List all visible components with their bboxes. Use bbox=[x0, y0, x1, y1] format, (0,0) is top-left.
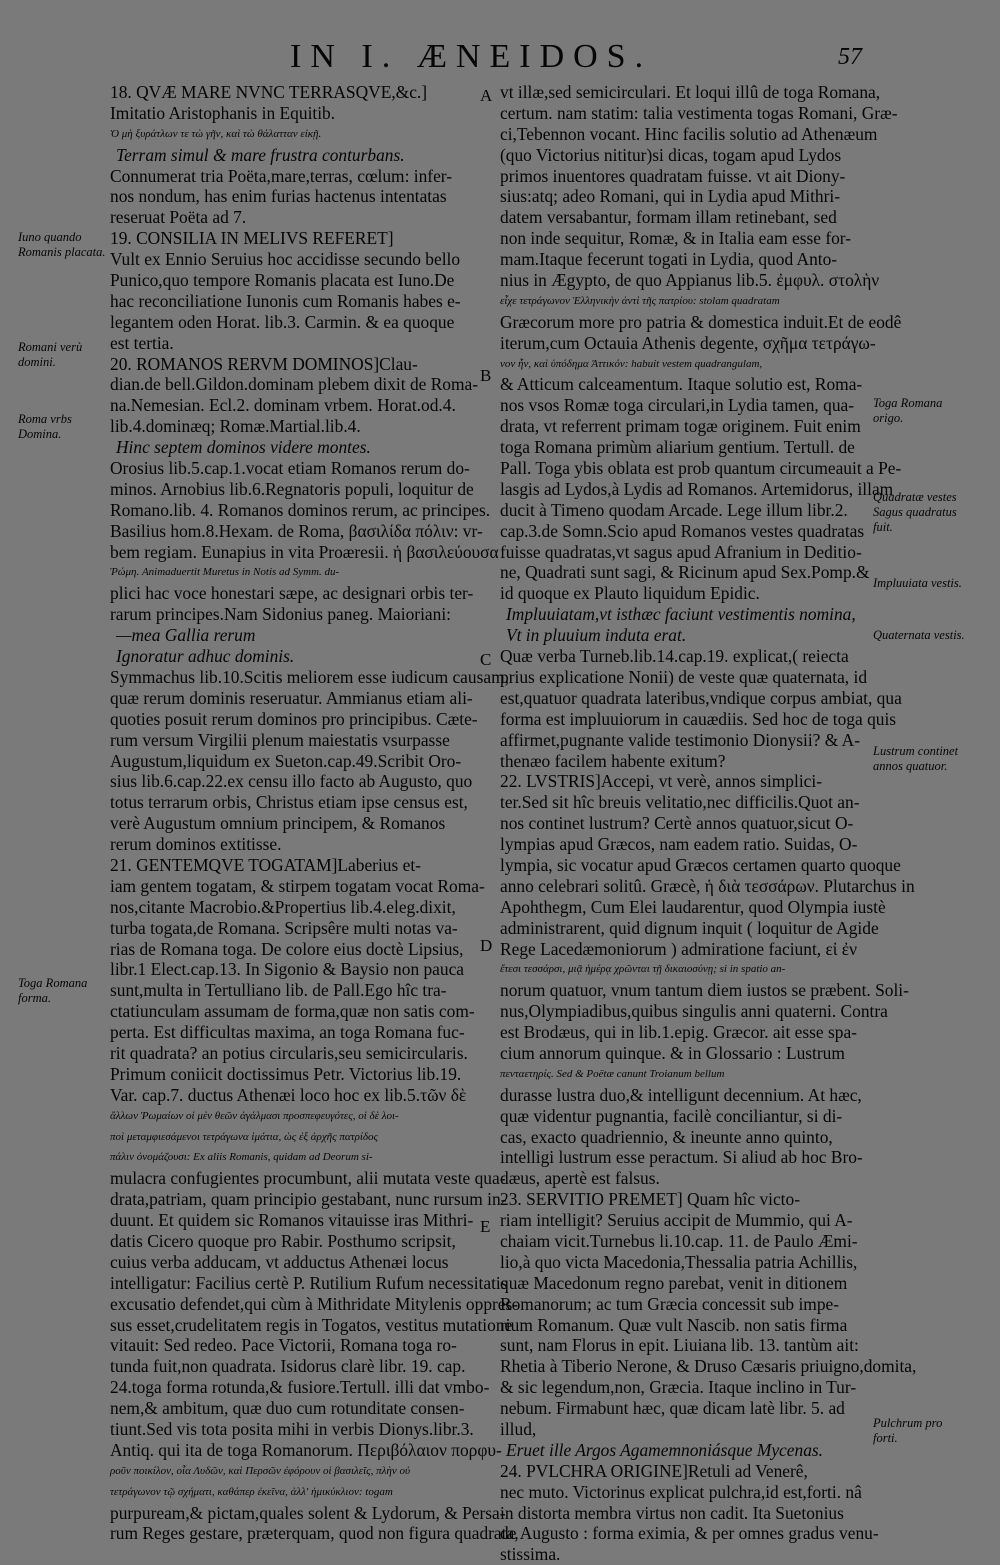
text-line: toga Romana primùm aliarium gentium. Tertull. de bbox=[500, 437, 855, 458]
text-line: dæus, apertè est falsus. bbox=[500, 1168, 660, 1189]
text-line: ἄλλων Ῥωμαίων οἱ μὲν θεῶν ἀγάλμασι προσπεφευγότες, οἱ δὲ λοι- bbox=[110, 1109, 399, 1122]
text-line: cium annorum quinque. & in Glossario : Lustrum bbox=[500, 1042, 845, 1063]
running-head: IN I. ÆNEIDOS. bbox=[290, 38, 653, 75]
text-line: bem regiam. Eunapius in vita Proæresii. ἡ βασιλεύουσα bbox=[110, 541, 499, 562]
text-line: ter.Sed sit hîc breuis velitatio,nec difficilis.Quot an- bbox=[500, 792, 860, 813]
text-line: fuisse quadratas,vt sagus apud Afranium in Deditio- bbox=[500, 541, 862, 562]
text-line: minos. Arnobius lib.6.Regnatoris populi, loquitur de bbox=[110, 478, 474, 499]
text-line: est,quatuor quadrata lateribus,vndique corpus ambiat, qua bbox=[500, 687, 902, 708]
text-line: lasgis ad Lydos,à Lydis ad Romanos. Artemidorus, illam bbox=[500, 478, 894, 499]
text-line: Basilius hom.8.Hexam. de Roma, βασιλίδα πόλιν: vr- bbox=[110, 520, 483, 541]
text-line: non inde sequitur, Romæ, & in Italia eam esse for- bbox=[500, 228, 852, 249]
text-line: quæ rerum dominis reseruatur. Ammianus etiam ali- bbox=[110, 687, 473, 708]
margin-note: Pulchrum pro forti. bbox=[873, 1416, 943, 1445]
text-line: nos vsos Romæ toga circulari,in Lydia tamen, qua- bbox=[500, 395, 855, 416]
text-line: plici hac voce honestari sæpe, ac designari orbis ter- bbox=[110, 583, 474, 604]
margin-note: Roma vrbs Domina. bbox=[18, 412, 72, 441]
text-line: Impluuiatam,vt isthæc faciunt vestimentis nomina, bbox=[506, 604, 856, 625]
page-number: 57 bbox=[838, 44, 862, 70]
text-line: 18. QVÆ MARE NVNC TERRASQVE,&c.] bbox=[110, 82, 428, 102]
text-line: Imitatio Aristophanis in Equitib. bbox=[110, 102, 336, 123]
text-line: est Brodæus, qui in lib.1.epig. Græcor. ait esse spa- bbox=[500, 1022, 857, 1043]
section-marker-b: B bbox=[480, 366, 492, 385]
text-line: riam intelligit? Seruius accipit de Mummio, qui A- bbox=[500, 1210, 853, 1231]
text-line: Eruet ille Argos Agamemnoniásque Mycenas. bbox=[506, 1439, 824, 1460]
text-line: Symmachus lib.10.Scitis meliorem esse iudicum causam, bbox=[110, 666, 509, 687]
text-line: Terram simul & mare frustra conturbans. bbox=[116, 144, 405, 165]
text-line: certum. nam statim: talia vestimenta togas Romani, Græ- bbox=[500, 102, 898, 123]
text-line: tunda fuit,non quadrata. Isidorus clarè libr. 19. cap. bbox=[110, 1356, 466, 1377]
text-line: durasse lustra duo,& intelligunt decennium. At hæc, bbox=[500, 1084, 862, 1105]
text-line: reseruat Poëta ad 7. bbox=[110, 207, 247, 228]
text-line: duunt. Et quidem sic Romanos vitauisse iras Mithri- bbox=[110, 1210, 474, 1231]
text-line: rerum dominos extitisse. bbox=[110, 834, 282, 855]
text-line: in distorta membra virtus non cadit. Ita Suetonius bbox=[500, 1502, 844, 1523]
text-line: affirmet,pugnante valide testimonio Dionysii? & A- bbox=[500, 729, 860, 750]
text-line: drata, vt referrent primam togæ originem. Fuit enim bbox=[500, 416, 861, 437]
text-line: Ῥώμη. Animaduertit Muretus in Notis ad Symm. du- bbox=[110, 566, 340, 579]
text-line: stissima. bbox=[500, 1544, 561, 1565]
text-line: nec muto. Victorinus explicat pulchra,id est,forti. nâ bbox=[500, 1481, 862, 1502]
text-line: perta. Est difficultas maxima, an toga Romana fuc- bbox=[110, 1022, 465, 1043]
text-line: sunt,multa in Tertulliano lib. de Pall.Ego hîc tra- bbox=[110, 980, 447, 1001]
text-line: lio,à quo victa Macedonia,Thessalia patria Achillis, bbox=[500, 1251, 858, 1272]
text-line: Romano.lib. 4. Romanos dominos rerum, ac principes. bbox=[110, 499, 491, 520]
text-line: mam.Itaque fecerunt togati in Lydia, quod Anto- bbox=[500, 249, 838, 270]
text-line: ducit à Timeno quodam Arcade. Lege illum libr.2. bbox=[500, 499, 848, 520]
text-line: 19. CONSILIA IN MELIVS REFERET] bbox=[110, 228, 394, 249]
text-line: & sic legendum,non, Græcia. Itaque inclino in Tur- bbox=[500, 1377, 857, 1398]
text-line: ἔτεσι τεσσάρσι, μιᾷ ἡμέρᾳ χρῶνται τῇ δικαιοσύνῃ; si in spatio an- bbox=[500, 963, 786, 976]
text-line: prius explicatione Nonii) de veste quæ quaternata, id bbox=[500, 666, 868, 687]
text-line: sunt, nam Florus in epit. Liuiana lib. 13. tantùm ait: bbox=[500, 1335, 859, 1356]
text-line: nos continet lustrum? Certè annos quatuor,sicut O- bbox=[500, 813, 854, 834]
text-line: verè Augustum omnium principem, & Romanos bbox=[110, 813, 446, 834]
text-line: legantem oden Horat. lib.3. Carmin. & ea quoque bbox=[110, 311, 455, 332]
text-line: norum quatuor, vnum tantum diem iustos se præbent. Soli- bbox=[500, 980, 909, 1001]
text-line: Var. cap.7. ductus Athenæi loco hoc ex lib.5.τῶν δὲ bbox=[110, 1084, 467, 1105]
text-line: quæ Macedonum regno parebat, venit in ditionem bbox=[500, 1272, 848, 1293]
text-line: anno celebrari solitû. Græcè, ἡ διὰ τεσσάρων. Plutarchus in bbox=[500, 875, 915, 896]
text-line: dian.de bell.Gildon.dominam plebem dixit de Roma- bbox=[110, 374, 479, 395]
text-line: quoties posuit rerum dominos pro principibus. Cæte- bbox=[110, 708, 478, 729]
text-line: Pall. Toga ybis oblata est prob quantum circumeauit a Pe- bbox=[500, 458, 902, 479]
margin-note: Quadratæ vestes Sagus quadratus fuit. bbox=[873, 490, 957, 534]
text-line: rit quadrata? an potius circularis,seu semicircularis. bbox=[110, 1042, 468, 1063]
text-line: sius:atq; adeo Romani, qui in Lydia apud Mithri- bbox=[500, 186, 841, 207]
text-line: chaiam vicit.Turnebus li.10.cap. 11. de Paulo Æmi- bbox=[500, 1230, 858, 1251]
section-marker-a: A bbox=[480, 86, 493, 105]
text-line: Quæ verba Turneb.lib.14.cap.19. explicat,( reiecta bbox=[500, 646, 849, 667]
text-line: hac reconciliatione Iunonis cum Romanis habes e- bbox=[110, 290, 461, 311]
text-line: πάλιν ὀνομάζουσι: Ex aliis Romanis, quidam ad Deorum si- bbox=[110, 1151, 373, 1164]
text-line: nebum. Firmabunt hæc, quæ dicam latè libr. 5. ad bbox=[500, 1398, 845, 1419]
text-line: sus esset,crudelitatem regis in Togatos, vestitus mutatione bbox=[110, 1314, 513, 1335]
text-line: (quo Victorius nititur)si dicas, togam apud Lydos bbox=[500, 144, 842, 165]
margin-note: Iuno quando Romanis placata. bbox=[18, 230, 106, 259]
text-line: turba togata,de Romana. Scripsêre multi notas va- bbox=[110, 917, 458, 938]
text-line: Ὁ μὴ ξυράτλων τε τὼ γῆν, καὶ τὼ θάλατταν εἰκῇ. bbox=[110, 127, 322, 140]
text-line: ci,Tebennon vocant. Hinc facilis solutio ad Athenæum bbox=[500, 123, 878, 144]
section-marker-c: C bbox=[480, 650, 492, 669]
margin-note: Impluuiata vestis. bbox=[873, 576, 962, 590]
text-line: primos inuentores quadratam fuisse. vt ait Diony- bbox=[500, 165, 846, 186]
text-line: rum Reges gestare, præterquam, quod non figura quadrata, bbox=[110, 1523, 519, 1544]
text-line: nus,Olympiadibus,quibus singulis anni quaterni. Contra bbox=[500, 1001, 888, 1022]
text-line: drata,patriam, quam principio gestabant, nunc rursum in- bbox=[110, 1189, 507, 1210]
text-line: ροῦν ποικίλον, οἷα Λυδῶν, καὶ Περσῶν ἐφόρουν οἱ βασιλεῖς, πλὴν οὐ bbox=[110, 1464, 411, 1477]
text-line: illud, bbox=[500, 1419, 537, 1439]
text-line: mulacra confugientes procumbunt, alii mutata veste qua- bbox=[110, 1168, 506, 1189]
text-line: rarum principes.Nam Sidonius paneg. Maioriani: bbox=[110, 604, 451, 625]
text-line: cap.3.de Somn.Scio apud Romanos vestes quadratas bbox=[500, 520, 865, 541]
text-line: intelligi lustrum esse peractum. Si aliud ab hoc Bro- bbox=[500, 1147, 863, 1168]
text-line: Ignoratur adhuc dominis. bbox=[116, 646, 295, 667]
text-line: cuius verba adducam, vt adductus Athenæi locus bbox=[110, 1251, 449, 1272]
text-line: 24.toga forma rotunda,& fusiore.Tertull. illi dat vmbo- bbox=[110, 1377, 490, 1398]
margin-note: Toga Romana forma. bbox=[18, 976, 88, 1005]
text-line: Hinc septem dominos videre montes. bbox=[116, 437, 371, 458]
text-line: Punico,quo tempore Romanis placata est Iuno.De bbox=[110, 270, 455, 291]
text-line: nem,& ambitum, quæ duo cum rotunditate consen- bbox=[110, 1398, 465, 1419]
text-line: —mea Gallia rerum bbox=[116, 625, 256, 646]
text-line: vitauit: Sed redeo. Pace Victorii, Romana toga ro- bbox=[110, 1335, 457, 1356]
text-line: nius in Ægypto, de quo Appianus lib.5. ἐμφυλ. στολὴν bbox=[500, 270, 880, 291]
text-line: na.Nemesian. Ecl.2. dominam vrbem. Horat.od.4. bbox=[110, 395, 456, 416]
text-line: Orosius lib.5.cap.1.vocat etiam Romanos rerum do- bbox=[110, 458, 470, 479]
text-line: vt illæ,sed semicirculari. Et loqui illû de toga Romana, bbox=[500, 82, 881, 102]
text-line: datis Cicero quoque pro Rabir. Posthumo scripsit, bbox=[110, 1230, 456, 1251]
text-line: rium Romanum. Quæ vult Nascib. non satis firma bbox=[500, 1314, 848, 1335]
text-line: intelligatur: Facilius certè P. Rutilium Rufum necessitatis bbox=[110, 1272, 508, 1293]
text-line: purpuream,& pictam,quales solent & Lydorum, & Persa- bbox=[110, 1502, 506, 1523]
text-line: datem versabantur, formam illam retinebant, sed bbox=[500, 207, 837, 228]
text-line: Antiq. qui ita de toga Romanorum. Περιβόλαιον πορφυ- bbox=[110, 1439, 502, 1460]
margin-note: Lustrum continet annos quatuor. bbox=[873, 744, 959, 773]
text-line: lympias apud Græcos, nam eadem ratio. Suidas, O- bbox=[500, 834, 858, 855]
section-marker-e: E bbox=[480, 1217, 491, 1236]
text-line: ctatiunculam assumam de forma,quæ non satis com- bbox=[110, 1001, 475, 1022]
text-line: Connumerat tria Poëta,mare,terras, cœlum: infer- bbox=[110, 165, 453, 186]
text-line: 21. GENTEMQVE TOGATAM]Laberius et- bbox=[110, 854, 421, 875]
text-line: Apohthegm, Cum Elei laudarentur, quod Olympia iustè bbox=[500, 896, 886, 917]
text-line: administrarent, quid dignum inquit ( loquitur de Agide bbox=[500, 917, 879, 938]
text-line: Rege Lacedæmoniorum ) admiratione faciunt, εἰ ἐν bbox=[500, 938, 857, 959]
text-line: quæ videntur pugnantia, facilè conciliantur, si di- bbox=[500, 1105, 843, 1126]
text-line: est tertia. bbox=[110, 332, 174, 353]
text-line: Romanorum; ac tum Græcia concessit sub impe- bbox=[500, 1293, 840, 1314]
text-line: excusatio defendet,qui cùm à Mithridate Mitylenis oppres- bbox=[110, 1293, 519, 1314]
text-line: Græcorum more pro patria & domestica induit.Et de eodê bbox=[500, 311, 902, 332]
text-line: de Augusto : forma eximia, & per omnes gradus venu- bbox=[500, 1523, 879, 1544]
text-line: 20. ROMANOS RERVM DOMINOS]Clau- bbox=[110, 353, 418, 374]
text-line: lympia, sic vocatur apud Græcos certamen quarto quoque bbox=[500, 854, 901, 875]
text-line: id quoque ex Plauto liquidum Epidic. bbox=[500, 583, 760, 604]
text-line: lib.4.dominæq; Romæ.Martial.lib.4. bbox=[110, 416, 361, 437]
text-line: ne, Quadrati sunt sagi, & Ricinum apud Sex.Pomp.& bbox=[500, 562, 870, 583]
section-marker-d: D bbox=[480, 936, 493, 955]
text-line: cas, exacto quadriennio, & ineunte anno quinto, bbox=[500, 1126, 833, 1147]
text-line: & Atticum calceamentum. Itaque solutio est, Roma- bbox=[500, 374, 863, 395]
page-header bbox=[0, 30, 1000, 82]
text-line: thenæo facilem habente exitum? bbox=[500, 750, 726, 771]
text-line: 23. SERVITIO PREMET] Quam hîc victo- bbox=[500, 1189, 801, 1210]
text-line: iam gentem togatam, & stirpem togatam vocat Roma- bbox=[110, 875, 485, 896]
text-line: rum versum Virgilii plenum maiestatis vsurpasse bbox=[110, 729, 450, 750]
margin-note: Romani verù domini. bbox=[18, 340, 83, 369]
margin-note: Toga Romana origo. bbox=[873, 396, 943, 425]
text-line: rias de Romana toga. De colore eius doctè Lipsius, bbox=[110, 938, 464, 959]
text-line: sius lib.6.cap.22.ex censu illo facto ab Augusto, quo bbox=[110, 771, 473, 792]
text-line: εἶχε τετράγωνον Ἑλληνικὴν ἀντὶ τῆς πατρίου: stolam quadratam bbox=[500, 294, 780, 307]
text-line: iterum,cum Octauia Athenis degente, σχῆμα τετράγω- bbox=[500, 332, 876, 353]
text-line: ποὶ μεταμφιεσάμενοι τετράγωνα ἱμάτια, ὡς ἐξ ἀρχῆς πατρίδος bbox=[110, 1130, 378, 1143]
text-line: πενταετηρίς. Sed & Poëtæ canunt Troianum bellum bbox=[500, 1067, 725, 1080]
text-line: Primum coniicit doctissimus Petr. Victorius lib.19. bbox=[110, 1063, 462, 1084]
text-line: 22. LVSTRIS]Accepi, vt verè, annos simplici- bbox=[500, 771, 822, 792]
text-line: νον ἦν, καὶ ὑπόδημα Ἀττικόν: habuit vestem quadrangulam, bbox=[500, 357, 763, 370]
margin-note: Quaternata vestis. bbox=[873, 628, 965, 642]
text-line: tiunt.Sed vis tota posita mihi in verbis Dionys.libr.3. bbox=[110, 1419, 474, 1439]
text-line: 24. PVLCHRA ORIGINE]Retuli ad Venerê, bbox=[500, 1460, 808, 1481]
text-line: totus terrarum orbis, Christus etiam ipse census est, bbox=[110, 792, 468, 813]
text-line: libr.1 Elect.cap.13. In Sigonio & Baysio non pauca bbox=[110, 959, 465, 980]
text-line: forma est impluuiorum in cauædiis. Sed hoc de toga quis bbox=[500, 708, 897, 729]
text-line: Augustum,liquidum ex Sueton.cap.49.Scribit Oro- bbox=[110, 750, 462, 771]
text-line: Vt in pluuium induta erat. bbox=[506, 625, 687, 646]
text-line: nos nondum, has enim furias hactenus intentatas bbox=[110, 186, 447, 207]
text-line: Rhetia à Tiberio Nerone, & Druso Cæsaris priuigno,domita, bbox=[500, 1356, 917, 1377]
text-line: Vult ex Ennio Seruius hoc accidisse secundo bello bbox=[110, 249, 461, 270]
text-line: τετράγωνον τῷ σχήματι, καθάπερ ἐκεῖνα, ἀλλ' ἡμικύκλιον: togam bbox=[110, 1485, 393, 1498]
text-line: nos,citante Macrobio.&Propertius lib.4.eleg.dixit, bbox=[110, 896, 456, 917]
